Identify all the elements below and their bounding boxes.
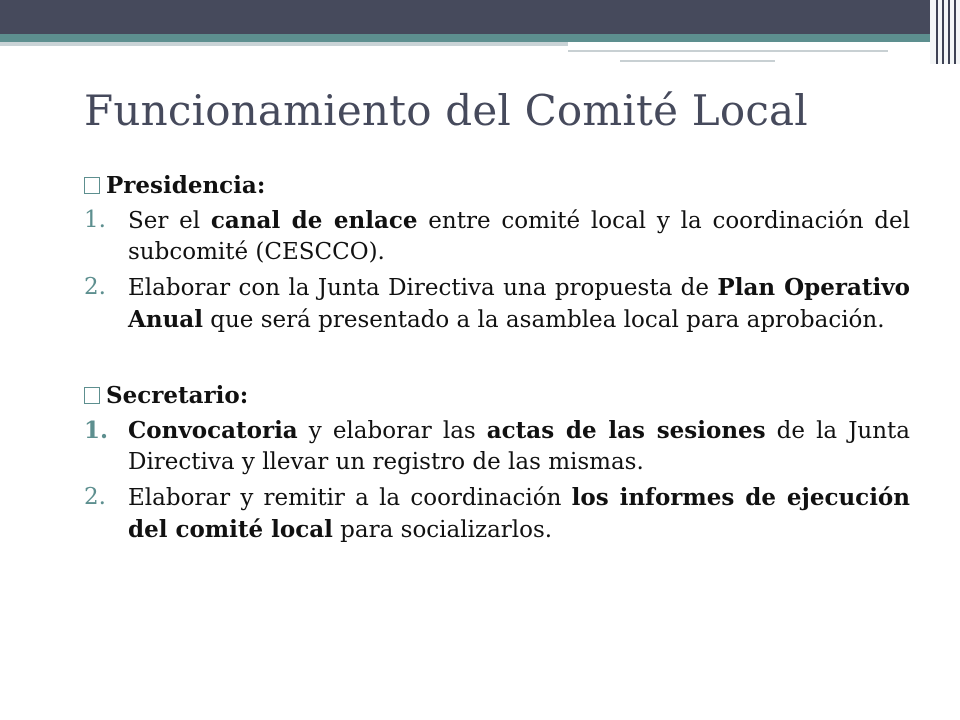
item-text: Elaborar con la Junta Directiva una propuesta de Plan Operativo Anual que será presentado a la asamblea local para aprobación.: [128, 274, 910, 333]
item-number: 1.: [84, 207, 106, 233]
section-heading-label: Secretario:: [106, 382, 249, 409]
section-secretario: [84, 380, 910, 546]
list-item: [84, 415, 910, 478]
section-heading: [84, 170, 910, 201]
slide-content: [84, 170, 910, 546]
list-item: [84, 482, 910, 546]
item-number: 2.: [84, 484, 106, 510]
header-tab-line: [568, 50, 888, 52]
header-band-dark: [0, 0, 960, 34]
header-band-teal: [0, 34, 960, 42]
section-heading: [84, 380, 910, 411]
item-text: Elaborar y remitir a la coordinación los informes de ejecución del comité local para socializarlos.: [128, 484, 910, 543]
section-presidencia: [84, 170, 910, 336]
item-text: Convocatoria y elaborar las actas de las sesiones de la Junta Directiva y llevar un registro de las mismas.: [128, 417, 910, 475]
list-item: [84, 205, 910, 268]
item-number: 1.: [84, 417, 109, 444]
item-text: Ser el canal de enlace entre comité local y la coordinación del subcomité (CESCCO).: [128, 207, 910, 265]
item-number: 2.: [84, 274, 106, 300]
checkbox-icon: [84, 177, 100, 194]
slide-title: Funcionamiento del Comité Local: [84, 86, 808, 135]
list-item: [84, 272, 910, 336]
header-vertical-lines: [930, 0, 960, 64]
checkbox-icon: [84, 387, 100, 404]
header-tab-line: [620, 60, 775, 62]
section-heading-label: Presidencia:: [106, 172, 266, 199]
